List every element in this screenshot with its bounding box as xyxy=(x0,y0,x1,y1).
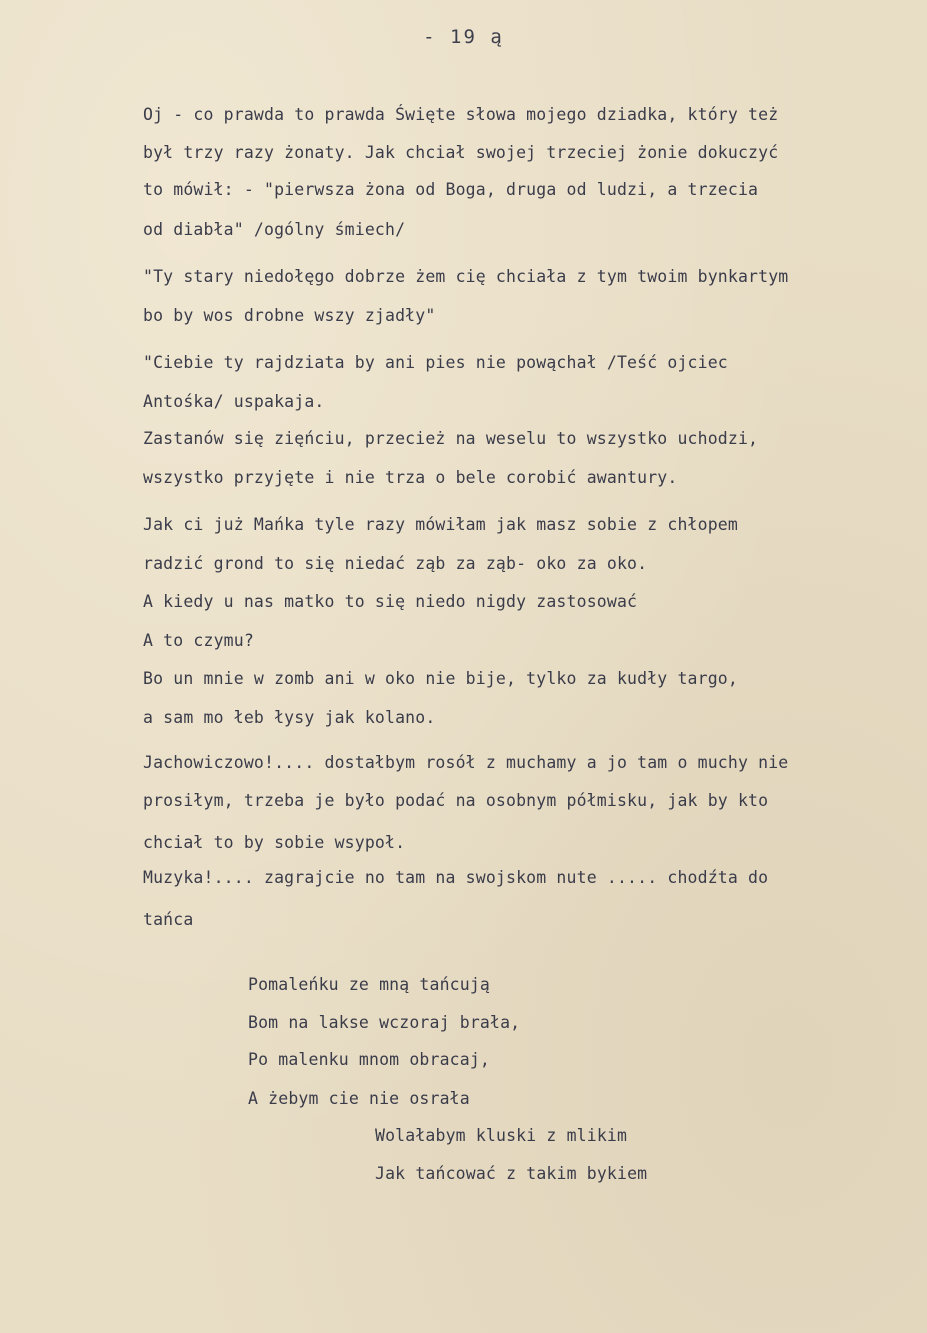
text-line: tańca xyxy=(143,910,194,929)
text-line: A kiedy u nas matko to się niedo nigdy zastosować xyxy=(143,592,638,611)
text-line: "Ciebie ty rajdziata by ani pies nie powąchał /Teść ojciec xyxy=(143,353,728,372)
text-line: Jak ci już Mańka tyle razy mówiłam jak masz sobie z chłopem xyxy=(143,515,738,534)
text-line: Jachowiczowo!.... dostałbym rosół z muchamy a jo tam o muchy nie xyxy=(143,753,789,772)
text-line: "Ty stary niedołęgo dobrze żem cię chciała z tym twoim bynkartym xyxy=(143,267,789,286)
text-line: od diabła" /ogólny śmiech/ xyxy=(143,220,406,239)
poem-line: Wolałabym kluski z mlikim xyxy=(375,1126,628,1145)
text-line: Oj - co prawda to prawda Święte słowa mojego dziadka, który też xyxy=(143,105,779,124)
page-number: - 19 ą xyxy=(423,26,504,48)
text-line: to mówił: - "pierwsza żona od Boga, druga od ludzi, a trzecia xyxy=(143,180,759,199)
poem-line: A żebym cie nie osrała xyxy=(248,1089,470,1108)
text-line: był trzy razy żonaty. Jak chciał swojej trzeciej żonie dokuczyć xyxy=(143,143,779,162)
text-line: Bo un mnie w zomb ani w oko nie bije, tylko za kudły targo, xyxy=(143,669,738,688)
poem-line: Pomaleńku ze mną tańcują xyxy=(248,975,491,994)
poem-line: Po malenku mnom obracaj, xyxy=(248,1050,491,1069)
text-line: wszystko przyjęte i nie trza o bele corobić awantury. xyxy=(143,468,678,487)
text-line: bo by wos drobne wszy zjadły" xyxy=(143,306,436,325)
text-line: Muzyka!.... zagrajcie no tam na swojskom nute ..... chodźta do xyxy=(143,868,769,887)
text-line: chciał to by sobie wsypoł. xyxy=(143,833,406,852)
text-line: prosiłym, trzeba je było podać na osobnym półmisku, jak by kto xyxy=(143,791,769,810)
text-line: radzić grond to się niedać ząb za ząb- oko za oko. xyxy=(143,554,648,573)
text-line: A to czymu? xyxy=(143,631,254,650)
poem-line: Jak tańcować z takim bykiem xyxy=(375,1164,648,1183)
text-line: Antośka/ uspakaja. xyxy=(143,392,325,411)
text-line: a sam mo łeb łysy jak kolano. xyxy=(143,708,436,727)
text-line: Zastanów się zięńciu, przecież na weselu to wszystko uchodzi, xyxy=(143,429,759,448)
poem-line: Bom na lakse wczoraj brała, xyxy=(248,1013,521,1032)
